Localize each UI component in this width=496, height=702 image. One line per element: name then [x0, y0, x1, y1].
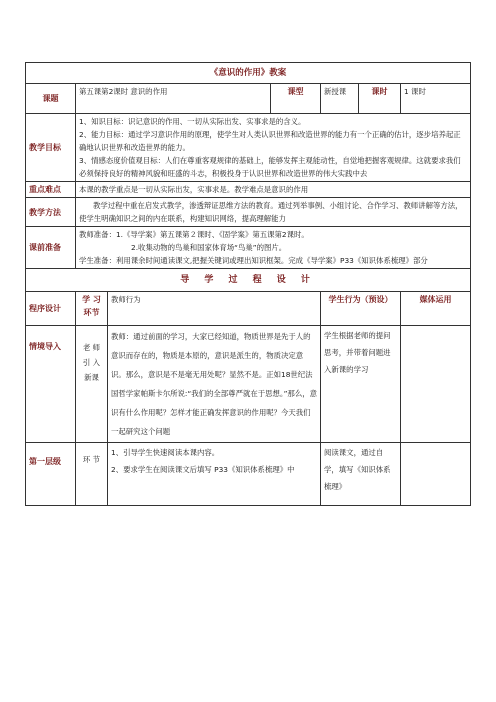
keypoints-label: 重点难点 [26, 182, 76, 198]
goal-attitude: 3、情感态度价值观目标：人们在尊重客观规律的基础上，能够发挥主观能动性，自觉地把握客观规律。这就要求我们必须保持良好的精神风貌和旺盛的斗志，积极投身于认识世界和改造世界的伟大实践中去 [79, 156, 461, 178]
intro-label: 情境导入 [26, 326, 76, 443]
process-header-row [26, 292, 471, 326]
level1-teacher-line2: 2、要求学生在阅读课文后填写 P33《知识体系梳理》中 [111, 465, 295, 474]
header-student: 学生行为（预设） [321, 292, 401, 326]
goal-knowledge: 1、知识目标：识记意识的作用、一切从实际出发、实事求是的含义。 [79, 117, 306, 126]
topic-label: 课题 [26, 84, 76, 114]
intro-row [26, 326, 471, 443]
hours-value: 1 课时 [401, 84, 471, 114]
level1-continuation [111, 478, 317, 504]
goals-row [26, 114, 471, 182]
section-title-row [26, 269, 471, 292]
type-value: 新授课 [321, 84, 359, 114]
prep-teacher: 教师准备：1.《导学案》第五课第２课时、《固学案》第五课第2课时。 [79, 230, 309, 239]
prep-row [26, 227, 471, 269]
title-row [26, 63, 471, 84]
prep-teacher-item2: 2.收集动物的鸟巢和国家体育场“鸟巢”的图片。 [131, 243, 287, 252]
keypoints-text: 本课的教学重点是一切从实际出发，实事求是。教学难点是意识的作用 [76, 182, 471, 198]
methods-text: 教学过程中重在启发式教学，渗透辩证思维方法的教育。通过列举事例、小组讨论、合作学习、教师讲解等方法，使学生明确知识之间的内在联系，构建知识网络，提高理解能力 [76, 198, 471, 227]
level1-row [26, 443, 471, 506]
intro-teacher-text: 教师：通过前面的学习，大家已经知道，物质世界是先于人的意识而存在的，物质是本原的，意识是派生的，物质决定意识。那么，意识是不是毫无用处呢？显然不是。正如18世纪法国哲学家帕斯卡尔所说:“我们的全部尊严就在于思想。”那么，意识有什么作用呢？怎样才能正确发挥意识的作用呢？今天我们一起研究这个问题 [111, 332, 317, 436]
level1-student: 阅读课文，通过自学，填写《知识体系梳理》 [321, 443, 401, 506]
doc-title: 《意识的作用》教案 [26, 63, 471, 84]
topic-value: 第五课第2课时 意识的作用 [76, 84, 271, 114]
level1-media [401, 443, 471, 506]
intro-media [401, 326, 471, 443]
header-teacher: 教师行为 [108, 292, 321, 326]
topic-row [26, 84, 471, 114]
intro-student: 学生根据老师的提问思考，并带着问题进入新课的学习 [321, 326, 401, 443]
lesson-plan-table [25, 62, 471, 506]
prep-label: 课前准备 [26, 227, 76, 269]
intro-step: 老 师 引 入 新课 [76, 326, 108, 443]
level1-label: 第一层级 [26, 443, 76, 506]
goals-label: 教学目标 [26, 114, 76, 182]
header-media: 媒体运用 [401, 292, 471, 326]
goal-ability: 2、能力目标：通过学习意识作用的原理，使学生对人类认识世界和改造世界的能力有一个正确的估计，逐步培养起正确地认识世界和改造世界的能力。 [79, 130, 461, 152]
prep-content [76, 227, 471, 269]
goals-content [76, 114, 471, 182]
hours-label: 课时 [359, 84, 401, 114]
header-step: 学 习 环节 [76, 292, 108, 326]
prep-student: 学生准备：利用课余时间通读课文,把握关键词或理出知识框架。完成《导学案》P33《知识体系梳理》部分 [79, 256, 428, 265]
intro-teacher-cell [108, 326, 321, 443]
type-label: 课型 [271, 84, 321, 114]
keypoints-row [26, 182, 471, 198]
level1-teacher-cell [108, 443, 321, 506]
level1-step: 环 节 [76, 443, 108, 506]
methods-label: 教学方法 [26, 198, 76, 227]
section-title: 导 学 过 程 设 计 [26, 269, 471, 292]
level1-teacher-line1: 1、引导学生快速阅读本课内容。 [111, 448, 220, 457]
methods-row [26, 198, 471, 227]
header-program: 程序设计 [26, 292, 76, 326]
